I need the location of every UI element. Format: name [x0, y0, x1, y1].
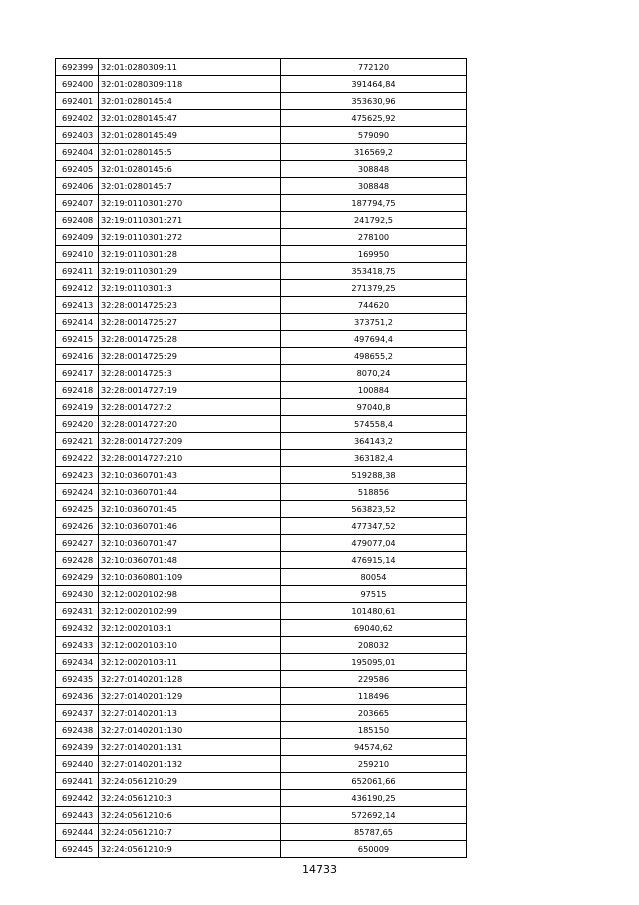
- row-id-cell: 692403: [56, 127, 99, 144]
- cadastral-number-cell: 32:10:0360701:44: [99, 484, 281, 501]
- value-cell: 195095,01: [281, 654, 467, 671]
- table-row: [56, 705, 467, 722]
- value-cell: 308848: [281, 161, 467, 178]
- value-cell: 353418,75: [281, 263, 467, 280]
- table-body: [56, 59, 467, 858]
- value-cell: 97515: [281, 586, 467, 603]
- row-id-cell: 692423: [56, 467, 99, 484]
- cadastral-number-cell: 32:10:0360701:47: [99, 535, 281, 552]
- cadastral-number-cell: 32:10:0360701:43: [99, 467, 281, 484]
- cadastral-number-cell: 32:19:0110301:271: [99, 212, 281, 229]
- value-cell: 772120: [281, 59, 467, 76]
- value-cell: 308848: [281, 178, 467, 195]
- row-id-cell: 692407: [56, 195, 99, 212]
- row-id-cell: 692429: [56, 569, 99, 586]
- row-id-cell: 692419: [56, 399, 99, 416]
- value-cell: 8070,24: [281, 365, 467, 382]
- value-cell: 497694,4: [281, 331, 467, 348]
- row-id-cell: 692426: [56, 518, 99, 535]
- table-row: [56, 654, 467, 671]
- row-id-cell: 692412: [56, 280, 99, 297]
- table-row: [56, 739, 467, 756]
- cadastral-number-cell: 32:01:0280145:6: [99, 161, 281, 178]
- row-id-cell: 692431: [56, 603, 99, 620]
- row-id-cell: 692424: [56, 484, 99, 501]
- table-row: [56, 195, 467, 212]
- cadastral-number-cell: 32:01:0280309:118: [99, 76, 281, 93]
- cadastral-number-cell: 32:19:0110301:270: [99, 195, 281, 212]
- row-id-cell: 692442: [56, 790, 99, 807]
- cadastral-number-cell: 32:27:0140201:131: [99, 739, 281, 756]
- table-row: [56, 229, 467, 246]
- value-cell: 185150: [281, 722, 467, 739]
- table-row: [56, 178, 467, 195]
- cadastral-number-cell: 32:19:0110301:28: [99, 246, 281, 263]
- value-cell: 241792,5: [281, 212, 467, 229]
- cadastral-number-cell: 32:28:0014725:23: [99, 297, 281, 314]
- value-cell: 498655,2: [281, 348, 467, 365]
- cadastral-number-cell: 32:28:0014725:29: [99, 348, 281, 365]
- cadastral-number-cell: 32:10:0360701:48: [99, 552, 281, 569]
- cadastral-number-cell: 32:10:0360801:109: [99, 569, 281, 586]
- value-cell: 572692,14: [281, 807, 467, 824]
- value-cell: 373751,2: [281, 314, 467, 331]
- value-cell: 574558,4: [281, 416, 467, 433]
- value-cell: 100884: [281, 382, 467, 399]
- value-cell: 519288,38: [281, 467, 467, 484]
- value-cell: 85787,65: [281, 824, 467, 841]
- value-cell: 563823,52: [281, 501, 467, 518]
- cadastral-number-cell: 32:24:0561210:29: [99, 773, 281, 790]
- cadastral-number-cell: 32:10:0360701:46: [99, 518, 281, 535]
- cadastral-number-cell: 32:27:0140201:129: [99, 688, 281, 705]
- table-row: [56, 365, 467, 382]
- cadastral-number-cell: 32:19:0110301:3: [99, 280, 281, 297]
- table-row: [56, 569, 467, 586]
- row-id-cell: 692438: [56, 722, 99, 739]
- table-row: [56, 790, 467, 807]
- value-cell: 652061,66: [281, 773, 467, 790]
- value-cell: 650009: [281, 841, 467, 858]
- cadastral-number-cell: 32:12:0020103:1: [99, 620, 281, 637]
- table-row: [56, 93, 467, 110]
- cadastral-number-cell: 32:28:0014727:209: [99, 433, 281, 450]
- cadastral-number-cell: 32:01:0280145:47: [99, 110, 281, 127]
- table-row: [56, 212, 467, 229]
- table-row: [56, 314, 467, 331]
- row-id-cell: 692401: [56, 93, 99, 110]
- cadastral-number-cell: 32:01:0280145:49: [99, 127, 281, 144]
- row-id-cell: 692405: [56, 161, 99, 178]
- value-cell: 229586: [281, 671, 467, 688]
- cadastral-number-cell: 32:28:0014725:27: [99, 314, 281, 331]
- value-cell: 208032: [281, 637, 467, 654]
- table-row: [56, 110, 467, 127]
- cadastral-number-cell: 32:28:0014727:19: [99, 382, 281, 399]
- cadastral-value-table: [55, 58, 467, 858]
- value-cell: 169950: [281, 246, 467, 263]
- cadastral-number-cell: 32:27:0140201:130: [99, 722, 281, 739]
- row-id-cell: 692428: [56, 552, 99, 569]
- row-id-cell: 692437: [56, 705, 99, 722]
- table-row: [56, 382, 467, 399]
- table-row: [56, 824, 467, 841]
- table-row: [56, 433, 467, 450]
- table-row: [56, 807, 467, 824]
- row-id-cell: 692445: [56, 841, 99, 858]
- cadastral-number-cell: 32:01:0280145:7: [99, 178, 281, 195]
- table-row: [56, 127, 467, 144]
- table-row: [56, 671, 467, 688]
- row-id-cell: 692443: [56, 807, 99, 824]
- value-cell: 203665: [281, 705, 467, 722]
- row-id-cell: 692434: [56, 654, 99, 671]
- cadastral-number-cell: 32:19:0110301:29: [99, 263, 281, 280]
- table-row: [56, 76, 467, 93]
- row-id-cell: 692417: [56, 365, 99, 382]
- row-id-cell: 692409: [56, 229, 99, 246]
- value-cell: 475625,92: [281, 110, 467, 127]
- row-id-cell: 692440: [56, 756, 99, 773]
- row-id-cell: 692430: [56, 586, 99, 603]
- row-id-cell: 692399: [56, 59, 99, 76]
- value-cell: 391464,84: [281, 76, 467, 93]
- cadastral-number-cell: 32:01:0280145:5: [99, 144, 281, 161]
- row-id-cell: 692436: [56, 688, 99, 705]
- value-cell: 118496: [281, 688, 467, 705]
- value-cell: 94574,62: [281, 739, 467, 756]
- table-row: [56, 144, 467, 161]
- value-cell: 479077,04: [281, 535, 467, 552]
- row-id-cell: 692402: [56, 110, 99, 127]
- value-cell: 259210: [281, 756, 467, 773]
- page-number: 14733: [302, 863, 337, 876]
- table-row: [56, 467, 467, 484]
- value-cell: 69040,62: [281, 620, 467, 637]
- row-id-cell: 692406: [56, 178, 99, 195]
- row-id-cell: 692400: [56, 76, 99, 93]
- value-cell: 278100: [281, 229, 467, 246]
- cadastral-number-cell: 32:12:0020102:98: [99, 586, 281, 603]
- table-row: [56, 331, 467, 348]
- cadastral-number-cell: 32:24:0561210:3: [99, 790, 281, 807]
- value-cell: 476915,14: [281, 552, 467, 569]
- cadastral-number-cell: 32:19:0110301:272: [99, 229, 281, 246]
- cadastral-number-cell: 32:27:0140201:128: [99, 671, 281, 688]
- table-row: [56, 637, 467, 654]
- table-row: [56, 603, 467, 620]
- table-row: [56, 246, 467, 263]
- table-row: [56, 773, 467, 790]
- table-row: [56, 297, 467, 314]
- cadastral-number-cell: 32:12:0020102:99: [99, 603, 281, 620]
- row-id-cell: 692422: [56, 450, 99, 467]
- table-row: [56, 535, 467, 552]
- table-row: [56, 450, 467, 467]
- cadastral-number-cell: 32:28:0014727:20: [99, 416, 281, 433]
- row-id-cell: 692425: [56, 501, 99, 518]
- cadastral-number-cell: 32:27:0140201:13: [99, 705, 281, 722]
- table-row: [56, 416, 467, 433]
- value-cell: 436190,25: [281, 790, 467, 807]
- cadastral-number-cell: 32:12:0020103:10: [99, 637, 281, 654]
- table-row: [56, 280, 467, 297]
- cadastral-number-cell: 32:28:0014725:28: [99, 331, 281, 348]
- cadastral-number-cell: 32:01:0280145:4: [99, 93, 281, 110]
- row-id-cell: 692415: [56, 331, 99, 348]
- cadastral-number-cell: 32:24:0561210:6: [99, 807, 281, 824]
- cadastral-number-cell: 32:27:0140201:132: [99, 756, 281, 773]
- value-cell: 518856: [281, 484, 467, 501]
- cadastral-number-cell: 32:28:0014727:210: [99, 450, 281, 467]
- table-row: [56, 399, 467, 416]
- row-id-cell: 692421: [56, 433, 99, 450]
- value-cell: 477347,52: [281, 518, 467, 535]
- value-cell: 271379,25: [281, 280, 467, 297]
- value-cell: 187794,75: [281, 195, 467, 212]
- row-id-cell: 692404: [56, 144, 99, 161]
- row-id-cell: 692432: [56, 620, 99, 637]
- table-row: [56, 586, 467, 603]
- row-id-cell: 692444: [56, 824, 99, 841]
- value-cell: 579090: [281, 127, 467, 144]
- table-row: [56, 263, 467, 280]
- cadastral-number-cell: 32:24:0561210:9: [99, 841, 281, 858]
- row-id-cell: 692410: [56, 246, 99, 263]
- table-row: [56, 620, 467, 637]
- row-id-cell: 692427: [56, 535, 99, 552]
- table-row: [56, 161, 467, 178]
- row-id-cell: 692433: [56, 637, 99, 654]
- table-row: [56, 552, 467, 569]
- value-cell: 363182,4: [281, 450, 467, 467]
- cadastral-number-cell: 32:01:0280309:11: [99, 59, 281, 76]
- row-id-cell: 692413: [56, 297, 99, 314]
- value-cell: 353630,96: [281, 93, 467, 110]
- cadastral-number-cell: 32:28:0014725:3: [99, 365, 281, 382]
- table-row: [56, 688, 467, 705]
- value-cell: 744620: [281, 297, 467, 314]
- table-row: [56, 841, 467, 858]
- value-cell: 101480,61: [281, 603, 467, 620]
- cadastral-number-cell: 32:12:0020103:11: [99, 654, 281, 671]
- row-id-cell: 692414: [56, 314, 99, 331]
- cadastral-number-cell: 32:10:0360701:45: [99, 501, 281, 518]
- table-row: [56, 501, 467, 518]
- row-id-cell: 692441: [56, 773, 99, 790]
- value-cell: 80054: [281, 569, 467, 586]
- table-row: [56, 756, 467, 773]
- table-row: [56, 484, 467, 501]
- cadastral-number-cell: 32:28:0014727:2: [99, 399, 281, 416]
- cadastral-number-cell: 32:24:0561210:7: [99, 824, 281, 841]
- row-id-cell: 692420: [56, 416, 99, 433]
- table-row: [56, 722, 467, 739]
- row-id-cell: 692435: [56, 671, 99, 688]
- row-id-cell: 692411: [56, 263, 99, 280]
- value-cell: 364143,2: [281, 433, 467, 450]
- row-id-cell: 692408: [56, 212, 99, 229]
- row-id-cell: 692418: [56, 382, 99, 399]
- row-id-cell: 692439: [56, 739, 99, 756]
- table-row: [56, 348, 467, 365]
- table-row: [56, 59, 467, 76]
- row-id-cell: 692416: [56, 348, 99, 365]
- value-cell: 97040,8: [281, 399, 467, 416]
- table-row: [56, 518, 467, 535]
- value-cell: 316569,2: [281, 144, 467, 161]
